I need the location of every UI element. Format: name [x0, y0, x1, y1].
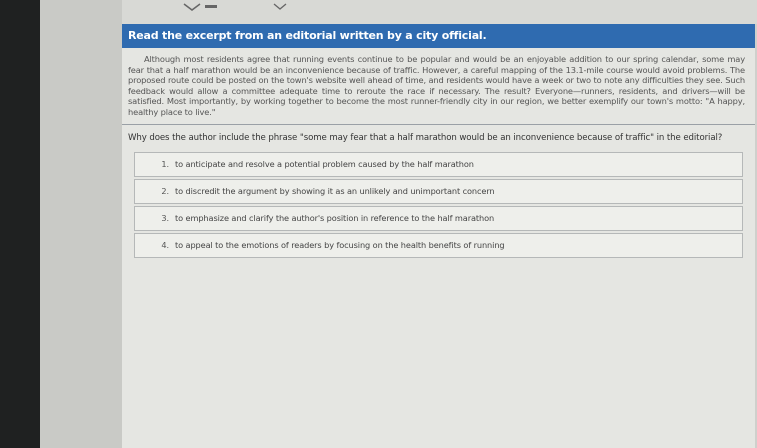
question-text: Why does the author include the phrase "some may fear that a half marathon would be an inconvenience because of traffic" in the editorial? [128, 132, 723, 143]
choice-number: 4. [161, 240, 169, 251]
top-toolbar [122, 0, 757, 24]
answer-choice-3[interactable] [134, 206, 743, 231]
question-panel [122, 24, 755, 448]
minus-icon[interactable] [204, 2, 218, 15]
choice-label: to emphasize and clarify the author's position in reference to the half marathon [175, 213, 495, 224]
choice-label: to anticipate and resolve a potential problem caused by the half marathon [175, 159, 474, 170]
chevron-down-icon[interactable] [182, 2, 202, 15]
answer-choice-2[interactable] [134, 179, 743, 204]
left-sidebar [0, 0, 40, 448]
choice-number: 3. [161, 213, 169, 224]
passage-text: Although most residents agree that running events continue to be popular and would be an enjoyable addition to our spring calendar, some may fear that a half marathon would be an inconvenience because of traffic. However, a careful mapping of the 13.1-mile course would avoid problems. The proposed route could be posted on the town's website well ahead of time, and residents would have a week or two to note any difficulties they see. Such feedback would allow a committee adequate time to reroute the race if necessary. The result? Everyone—runners, residents, and drivers—will be satisfied. Most importantly, by working together to become the most runner-friendly city in our region, we better exemplify our town's motto: "A happy, healthy place to live." [128, 54, 745, 117]
choice-number: 2. [161, 186, 169, 197]
answer-choice-4[interactable] [134, 233, 743, 258]
choice-label: to discredit the argument by showing it as an unlikely and unimportant concern [175, 186, 495, 197]
answer-choice-1[interactable] [134, 152, 743, 177]
answer-choices [134, 152, 743, 258]
divider [122, 124, 755, 125]
passage-header: Read the excerpt from an editorial written by a city official. [122, 24, 755, 48]
choice-number: 1. [161, 159, 169, 170]
left-gutter [40, 0, 122, 448]
double-chevron-icon[interactable] [272, 2, 288, 15]
choice-label: to appeal to the emotions of readers by focusing on the health benefits of running [175, 240, 505, 251]
